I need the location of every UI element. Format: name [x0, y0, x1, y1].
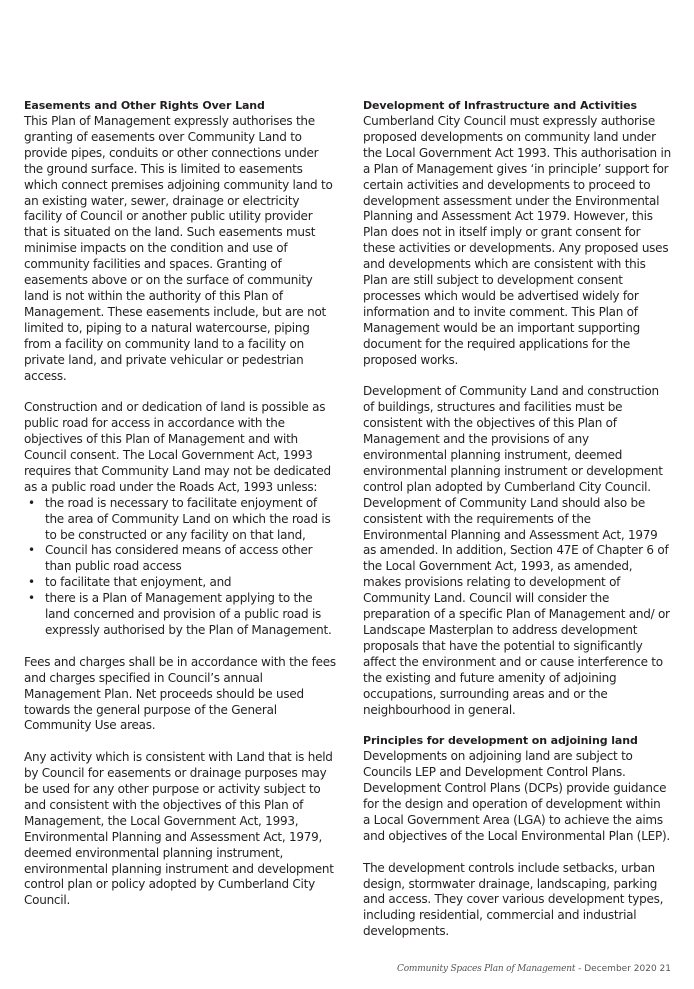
road-dedication-paragraph: Construction and or dedication of land is possible as public road for access in accordance with the objectives of this Plan of Management and with Council consent. The Local Government Act, 1993 requires that Community Land may not be dedicated as a public road under the Roads Act, 1993 unless:: [24, 400, 331, 494]
left-column: [24, 99, 336, 909]
paragraph-spacer: [363, 369, 671, 385]
list-item-text: Council has considered means of access other than public road access: [45, 543, 313, 574]
paragraph-spacer: [363, 845, 671, 861]
easements-heading: Easements and Other Rights Over Land: [24, 99, 265, 112]
bullet-icon: •: [28, 543, 35, 558]
page-number: 21: [659, 964, 671, 974]
list-item-text: the road is necessary to facilitate enjoyment of the area of Community Land on which the road is to be constructed or any facility on that land,: [45, 495, 331, 542]
footer-document-title: Community Spaces Plan of Management: [397, 964, 576, 974]
easements-paragraph: This Plan of Management expressly authorises the granting of easements over Community Land to provide pipes, conduits or other connections under the ground surface. This is limited to easements which connect premises adjoining community land to an existing water, sewer, drainage or electricity facility of Council or another public utility provider that is situated on the land. Such easements must minimise impacts on the condition and use of community facilities and spaces. Granting of easements above or on the surface of community land is not within the authority of this Plan of Management. These easements include, but are not limited to, piping to a natural watercourse, piping from a facility on community land to a facility on private land, and private vehicular or pedestrian access.: [24, 114, 333, 383]
adjoining-land-paragraph: Developments on adjoining land are subject to Councils LEP and Development Control Plans. Development Control Plans (DCPs) provide guidance for the design and operation of development within a Local Government Area (LGA) to achieve the aims and objectives of the Local Environmental Plan (LEP).: [363, 749, 670, 843]
right-column: [363, 99, 671, 940]
page-footer: [397, 963, 671, 975]
paragraph-spacer: [24, 639, 336, 655]
bullet-icon: •: [28, 591, 35, 606]
fees-paragraph: Fees and charges shall be in accordance with the fees and charges specified in Council’s annual Management Plan. Net proceeds should be used towards the general purpose of the General Community Use areas.: [24, 654, 336, 733]
list-item: [24, 543, 336, 575]
list-item-text: there is a Plan of Management applying to the land concerned and provision of a public road is expressly authorised by the Plan of Management.: [45, 591, 332, 637]
list-item: [24, 496, 336, 544]
adjoining-land-heading: Principles for development on adjoining land: [363, 734, 638, 748]
paragraph-spacer: [24, 734, 336, 750]
bullet-icon: •: [28, 575, 35, 590]
infrastructure-paragraph: Cumberland City Council must expressly authorise proposed developments on community land under the Local Government Act 1993. This authorisation in a Plan of Management gives ‘in principle’ support for certain activities and developments to proceed to development assessment under the Environmental Planning and Assessment Act 1979. However, this Plan does not in itself imply or grant consent for these activities or developments. Any proposed uses and developments which are consistent with this Plan are still subject to development consent processes which would be advertised widely for information and to invite comment. This Plan of Management would be an important supporting document for the required applications for the proposed works.: [363, 114, 671, 367]
paragraph-spacer: [363, 718, 671, 734]
list-item-text: to facilitate that enjoyment, and: [45, 575, 232, 590]
footer-separator: -: [575, 964, 585, 974]
infrastructure-heading: Development of Infrastructure and Activities: [363, 99, 637, 112]
bullet-icon: •: [28, 495, 35, 510]
activity-paragraph: Any activity which is consistent with Land that is held by Council for easements or drainage purposes may be used for any other purpose or activity subject to and consistent with the objectives of this Plan of Management, the Local Government Act, 1993, Environmental Planning and Assessment Act, 1979, deemed environmental planning instrument, environmental planning instrument and development control plan or policy adopted by Cumberland City Council.: [24, 750, 334, 908]
development-controls-paragraph: The development controls include setbacks, urban design, stormwater drainage, landscaping, parking and access. They cover various development types, including residential, commercial and industrial developments.: [363, 860, 664, 939]
community-land-paragraph: Development of Community Land and construction of buildings, structures and facilities must be consistent with the objectives of this Plan of Management and the provisions of any environmental planning instrument, deemed environmental planning instrument or development control plan adopted by Cumberland City Council. Development of Community Land should also be consistent with the requirements of the Environmental Planning and Assessment Act, 1979 as amended. In addition, Section 47E of Chapter 6 of the Local Government Act, 1993, as amended, makes provisions relating to development of Community Land. Council will consider the preparation of a specific Plan of Management and/ or Landscape Masterplan to address development proposals that have the potential to significantly affect the environment and or cause interference to the existing and future amenity of adjoining occupations, surrounding areas and or the neighbourhood in general.: [363, 384, 670, 717]
footer-date: December 2020: [584, 964, 657, 974]
list-item: [24, 591, 336, 639]
road-conditions-list: [24, 496, 336, 639]
list-item: [24, 575, 336, 591]
paragraph-spacer: [24, 384, 336, 400]
